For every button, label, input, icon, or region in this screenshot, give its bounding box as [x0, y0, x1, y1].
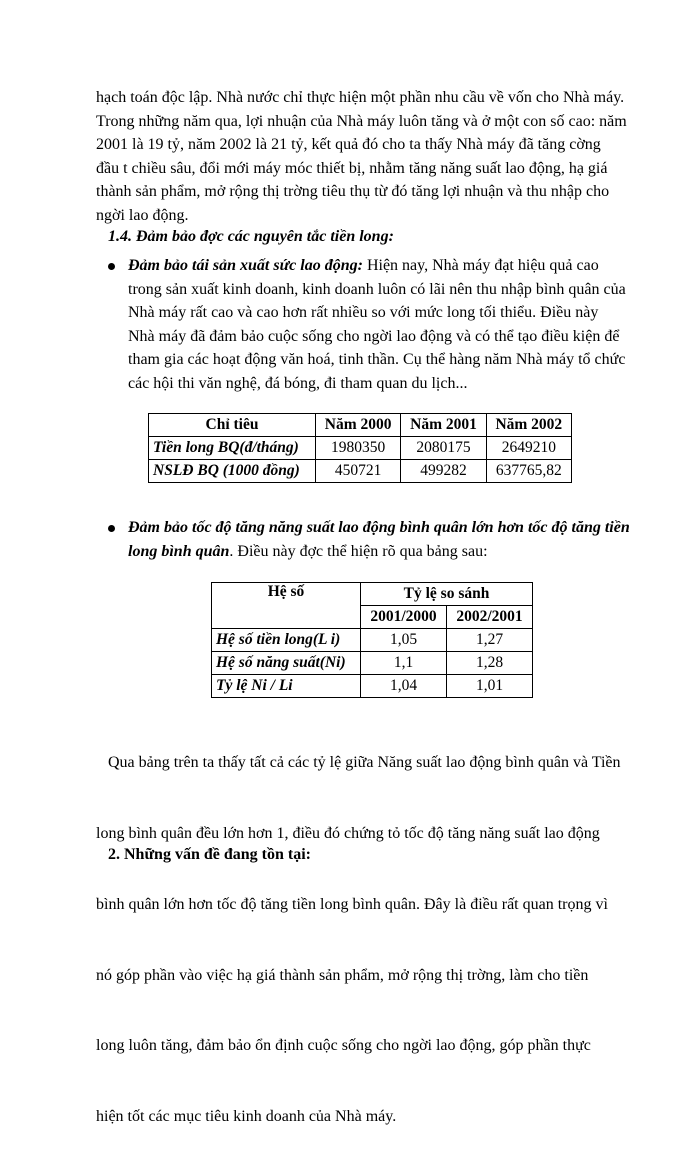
table-cell: 450721 — [316, 460, 401, 483]
bullet-2-lead: Đảm bảo tốc độ tăng năng suất lao động bình quân lớn hơn tốc độ tăng tiền — [128, 519, 630, 536]
summary-line: long luôn tăng, đảm bảo ổn định cuộc sống cho ngời lao động, góp phần thực — [96, 1037, 591, 1055]
row-label: NSLĐ BQ (1000 đồng) — [149, 460, 316, 483]
bullet-icon — [108, 525, 115, 532]
table-cell: 1980350 — [316, 437, 401, 460]
table-cell: 1,28 — [447, 652, 533, 675]
bullet-1-line: tham gia các hoạt động văn hoá, tinh thần. Cụ thể hàng năm Nhà máy tổ chức — [128, 351, 626, 369]
intro-line: thành sản phẩm, mở rộng thị trờng tiêu thụ từ đó tăng lợi nhuận và thu nhập cho — [96, 183, 610, 201]
bullet-2-lead: long bình quân — [128, 542, 230, 560]
bullet-icon — [108, 263, 115, 270]
row-label: Tiền long BQ(đ/tháng) — [149, 437, 316, 460]
table-cell: 1,1 — [361, 652, 447, 675]
bullet-1-text — [128, 254, 642, 396]
table-row — [149, 460, 572, 483]
bullet-1-line: Nhà máy rất cao và cao hơn rất nhiều so với mức long tối thiểu. Điều này — [128, 304, 599, 322]
table-cell: 2080175 — [401, 437, 486, 460]
summary-line: long bình quân đều lớn hơn 1, điều đó chứng tỏ tốc độ tăng năng suất lao động — [96, 824, 600, 842]
table-header-cell: Chỉ tiêu — [149, 414, 316, 437]
table-cell: 499282 — [401, 460, 486, 483]
summary-paragraph — [96, 704, 636, 1176]
summary-line: bình quân lớn hơn tốc độ tăng tiền long bình quân. Đây là điều rất quan trọng vì — [96, 895, 608, 913]
bullet-item-1 — [108, 256, 642, 392]
bullet-1-lead: Đảm bảo tái sản xuất sức lao động: — [128, 257, 363, 274]
bullet-2-rest: . Điều này đợc thể hiện rõ qua bảng sau: — [229, 542, 488, 560]
row-label: Hệ số năng suất(Ni) — [212, 652, 361, 675]
table-cell: 1,01 — [447, 675, 533, 698]
bullet-1-first-rest: Hiện nay, Nhà máy đạt hiệu quả cao — [362, 257, 599, 274]
bullet-2-text — [128, 516, 642, 563]
bullet-item-2 — [108, 518, 642, 568]
summary-line: hiện tốt các mục tiêu kinh doanh của Nhà máy. — [96, 1108, 397, 1126]
section-2-heading: 2. Những vấn đề đang tồn tại: — [108, 846, 311, 863]
table-header-cell: Năm 2000 — [316, 414, 401, 437]
intro-line: Trong những năm qua, lợi nhuận của Nhà máy luôn tăng và ở một con số cao: năm — [96, 112, 627, 130]
intro-paragraph — [96, 86, 636, 228]
table-header-cell: Hệ số — [212, 583, 361, 629]
heading-1-4: 1.4. Đảm bảo đợc các nguyên tắc tiền long: — [108, 228, 394, 245]
table-header-cell: 2002/2001 — [447, 606, 533, 629]
table-header-cell: Năm 2002 — [486, 414, 571, 437]
summary-line: nó góp phần vào việc hạ giá thành sản phẩm, mở rộng thị trờng, làm cho tiền — [96, 966, 589, 984]
intro-line: 2001 là 19 tỷ, năm 2002 là 21 tỷ, kết quả đó cho ta thấy Nhà máy đã tăng cờng — [96, 136, 601, 154]
bullet-1-line: các hội thi văn nghệ, đá bóng, đi tham quan du lịch... — [128, 374, 468, 392]
table-header-cell: Tỷ lệ so sánh — [361, 583, 533, 606]
table-header-cell: 2001/2000 — [361, 606, 447, 629]
row-label: Tỷ lệ Ni / Li — [212, 675, 361, 698]
table-cell: 1,04 — [361, 675, 447, 698]
table-cell: 2649210 — [486, 437, 571, 460]
table-row — [212, 675, 533, 698]
intro-line: ngời lao động. — [96, 206, 189, 224]
summary-line: Qua bảng trên ta thấy tất cả các tỷ lệ giữa Năng suất lao động bình quân và Tiền — [96, 754, 621, 772]
bullet-1-line: trong sản xuất kinh doanh, kinh doanh luôn có lãi nên thu nhập bình quân của — [128, 280, 626, 298]
table-header-row — [149, 414, 572, 437]
table-cell: 1,27 — [447, 629, 533, 652]
bullet-1-line: Nhà máy đã đảm bảo cuộc sống cho ngời lao động và có thể tạo điều kiện để — [128, 327, 620, 345]
coefficient-table — [211, 582, 533, 698]
table-cell: 637765,82 — [486, 460, 571, 483]
row-label: Hệ số tiền long(L i) — [212, 629, 361, 652]
table-row — [212, 629, 533, 652]
wage-table — [148, 413, 572, 483]
table-cell: 1,05 — [361, 629, 447, 652]
table-row — [149, 437, 572, 460]
intro-line: đầu t chiều sâu, đổi mới máy móc thiết bị, nhằm tăng năng suất lao động, hạ giá — [96, 159, 608, 177]
table-row — [212, 652, 533, 675]
intro-line: hạch toán độc lập. Nhà nước chỉ thực hiện một phần nhu cầu về vốn cho Nhà máy. — [96, 89, 625, 106]
table-header-cell: Năm 2001 — [401, 414, 486, 437]
